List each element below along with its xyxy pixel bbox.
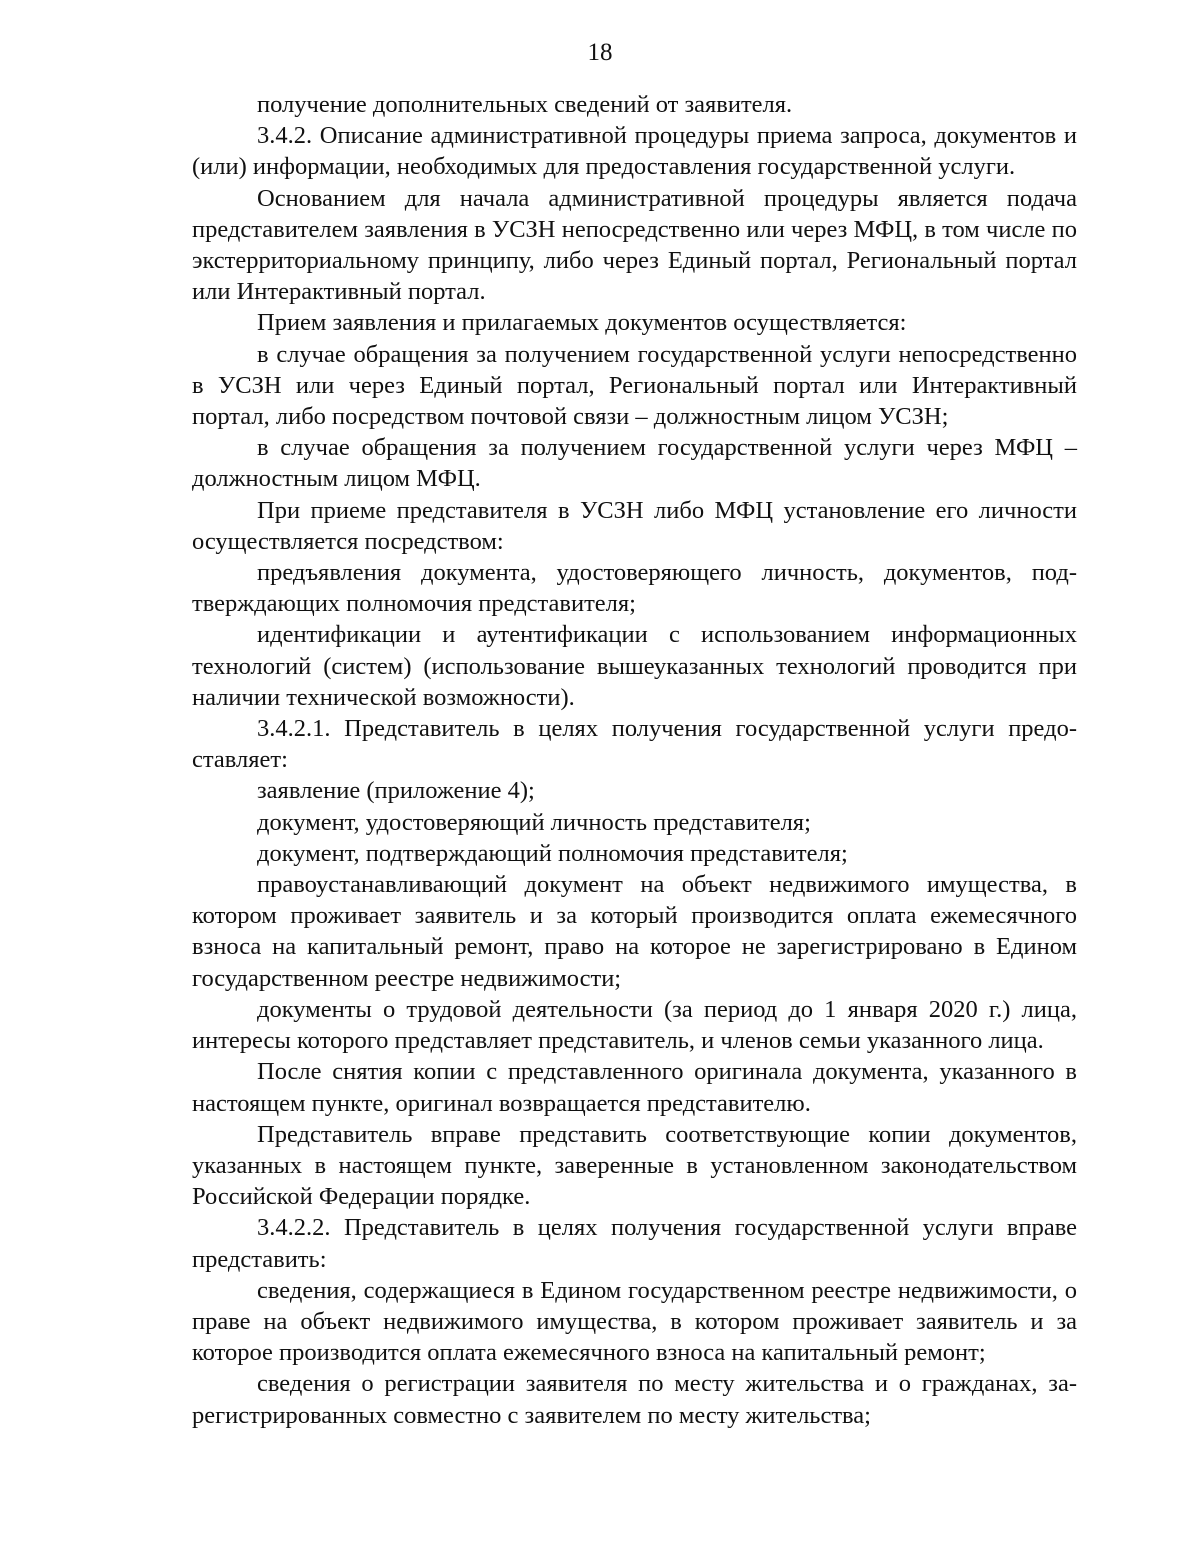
list-item: в случае обращения за получением государственной услуги через МФЦ – должностным лицом МФЦ. [192,434,1077,493]
list-item: заявление (приложение 4); [257,777,535,805]
list-item: документы о трудовой деятельности (за период до 1 января 2020 г.) лица, интересы которого представляет представитель, и членов семьи указанного лица. [192,995,1077,1055]
list-item: документ, удостоверяющий личность представителя; [257,808,811,836]
page-number: 18 [587,39,613,66]
list-item: документ, подтверждающий полномочия представителя; [257,839,848,867]
list-item: идентификации и аутентификации с использованием информационных технологий (систем) (использование вышеуказанных технологий проводится при наличии технической возможности). [192,621,1077,711]
paragraph: Прием заявления и прилагаемых документов осуществляется: [257,309,907,337]
paragraph: После снятия копии с представленного оригинала документа, указанного в настоящем пункте, оригинал возвращается представителю. [192,1058,1077,1117]
list-item: сведения, содержащиеся в Едином государственном реестре недвижимости, о праве на объект недвижимого имущества, в котором проживает заявитель и за которое производится оплата ежемесячного взноса на капитальный ремонт; [192,1276,1077,1367]
paragraph: получение дополнительных сведений от заявителя. [257,91,793,118]
list-item: в случае обращения за получением государственной услуги непосредственно в УСЗН или через Единый портал, Региональный портал или Интерактивный портал, либо посредством почтовой связи – должностным лицом УСЗН; [192,340,1077,431]
paragraph: Представитель вправе представить соответствующие копии документов, указанных в настоящем пункте, заверенные в установленном законодательством Российской Федерации порядке. [192,1120,1077,1211]
section-heading: 3.4.2.2. Представитель в целях получения государственной услуги вправе представить: [192,1214,1077,1273]
list-item: правоустанавливающий документ на объект недвижимого имущества, в котором проживает заявитель и за который производится оплата ежемесячного взноса на капитальный ремонт, право на которое не зарегистрировано в Едином государственном реестре недвижимости; [192,871,1077,992]
paragraph: Основанием для начала административной процедуры является подача представителем заявления в УСЗН непосредственно или через МФЦ, в том числе по экстерриториальному принципу, либо через Единый портал, Региональный портал или Интерактивный портал. [192,184,1077,306]
list-item: сведения о регистрации заявителя по месту жительства и о гражданах, зарегистрированных совместно с заявителем по месту жительства; [192,1370,1077,1429]
section-heading: 3.4.2.1. Представитель в целях получения государственной услуги предоставляет: [192,715,1077,774]
paragraph: При приеме представителя в УСЗН либо МФЦ установление его личности осуществляется посредством: [192,496,1077,555]
section-heading: 3.4.2. Описание административной процедуры приема запроса, документов и (или) информации, необходимых для предоставления государственной услуги. [192,122,1077,181]
list-item: предъявления документа, удостоверяющего личность, документов, подтверждающих полномочия представителя; [192,559,1077,618]
document-body [192,89,1077,1431]
